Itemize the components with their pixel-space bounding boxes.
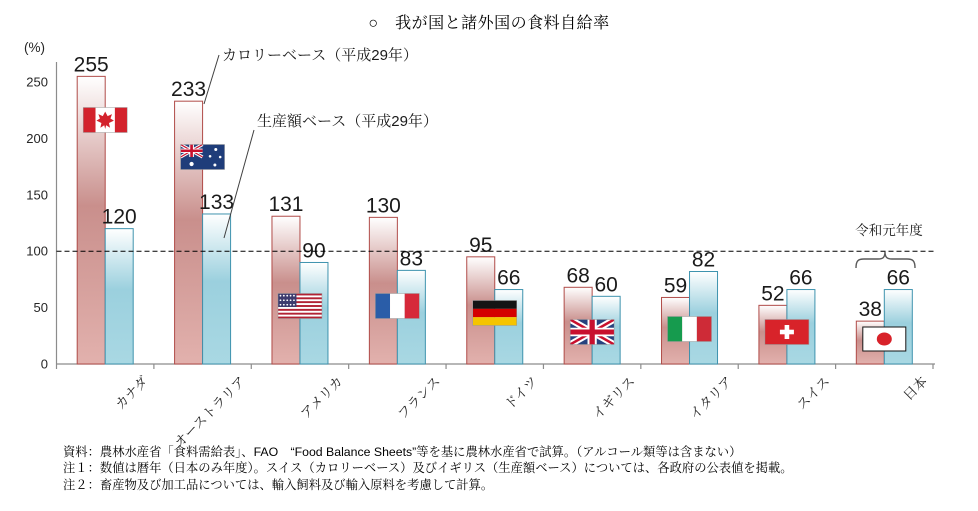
flag-australia-icon (181, 145, 225, 170)
leader-line-production (224, 130, 254, 238)
source-notes (63, 444, 793, 493)
value-label-production-uk: 60 (594, 273, 618, 297)
value-label-production-france: 83 (399, 247, 424, 271)
x-category-label-italy: イタリア (686, 373, 736, 423)
x-category-label-canada: カナダ (112, 373, 152, 413)
leader-line-calorie (204, 55, 219, 104)
value-label-production-germany: 66 (497, 266, 521, 290)
note-source: 資料：農林水産省「食料需給表」、FAO “Food Balance Sheets”等を基に農林水産省で試算。（アルコール類等は含まない） (63, 445, 742, 459)
value-label-production-switzerland: 66 (789, 266, 813, 290)
flag-usa-icon (278, 294, 322, 319)
value-label-production-usa: 90 (302, 239, 326, 263)
value-label-production-italy: 82 (691, 248, 716, 272)
value-label-calorie-uk: 68 (566, 264, 590, 288)
y-tick-label-100: 100 (26, 243, 48, 259)
x-category-label-switzerland: スイス (793, 373, 833, 413)
bar-calorie-france (369, 217, 397, 364)
value-label-calorie-france: 130 (365, 194, 401, 218)
value-label-calorie-usa: 131 (268, 193, 304, 217)
bar-calorie-australia (175, 101, 203, 364)
bar-production-australia (203, 214, 231, 364)
value-label-calorie-japan: 38 (858, 298, 882, 322)
annotation-production-base: 生産額ベース（平成29年） (257, 113, 438, 130)
flag-germany-icon (473, 301, 517, 326)
note-1: 注１：数値は暦年（日本のみ年度）。スイス（カロリーベース）及びイギリス（生産額ベース）については、各政府の公表値を掲載。 (63, 461, 793, 476)
flag-italy-icon (668, 317, 712, 342)
y-tick-label-250: 250 (26, 74, 48, 90)
value-label-production-canada: 120 (101, 205, 137, 229)
flag-france-icon (375, 294, 419, 319)
value-label-calorie-italy: 59 (663, 274, 688, 298)
bar-production-canada (105, 229, 133, 364)
y-tick-label-200: 200 (26, 130, 48, 146)
flag-canada-icon (83, 108, 127, 133)
x-category-label-usa: アメリカ (297, 373, 346, 422)
x-category-label-uk: イギリス (589, 373, 638, 423)
x-category-label-australia: オーストラリア (171, 373, 249, 451)
y-axis-unit-label: (%) (24, 40, 45, 55)
annotation-calorie-base: カロリーベース（平成29年） (222, 47, 418, 64)
japan-brace (856, 252, 915, 269)
bars-group (74, 53, 913, 364)
flag-switzerland-icon (765, 320, 809, 345)
flag-japan-icon (862, 327, 906, 352)
value-label-calorie-canada: 255 (73, 53, 109, 77)
y-tick-label-0: 0 (40, 356, 48, 372)
value-label-calorie-switzerland: 52 (761, 282, 785, 306)
value-label-calorie-germany: 95 (469, 233, 493, 257)
x-category-label-france: フランス (394, 373, 444, 423)
x-category-label-japan: 日本 (900, 373, 931, 404)
annotation-reiwa-gannendo: 令和元年度 (855, 223, 923, 238)
bar-calorie-usa (272, 216, 300, 364)
chart-title: ○ 我が国と諸外国の食料自給率 (368, 15, 610, 32)
value-label-calorie-australia: 233 (171, 78, 207, 102)
value-label-production-australia: 133 (199, 190, 235, 214)
flag-uk-icon (570, 320, 614, 345)
union-jack-canton (181, 145, 203, 158)
y-tick-label-50: 50 (33, 300, 48, 316)
note-2: 注２：畜産物及び加工品については、輸入飼料及び輸入原料を考慮して計算。 (63, 477, 494, 492)
value-label-production-japan: 66 (886, 266, 910, 290)
x-category-label-germany: ドイツ (501, 373, 541, 413)
y-tick-label-150: 150 (26, 187, 48, 203)
